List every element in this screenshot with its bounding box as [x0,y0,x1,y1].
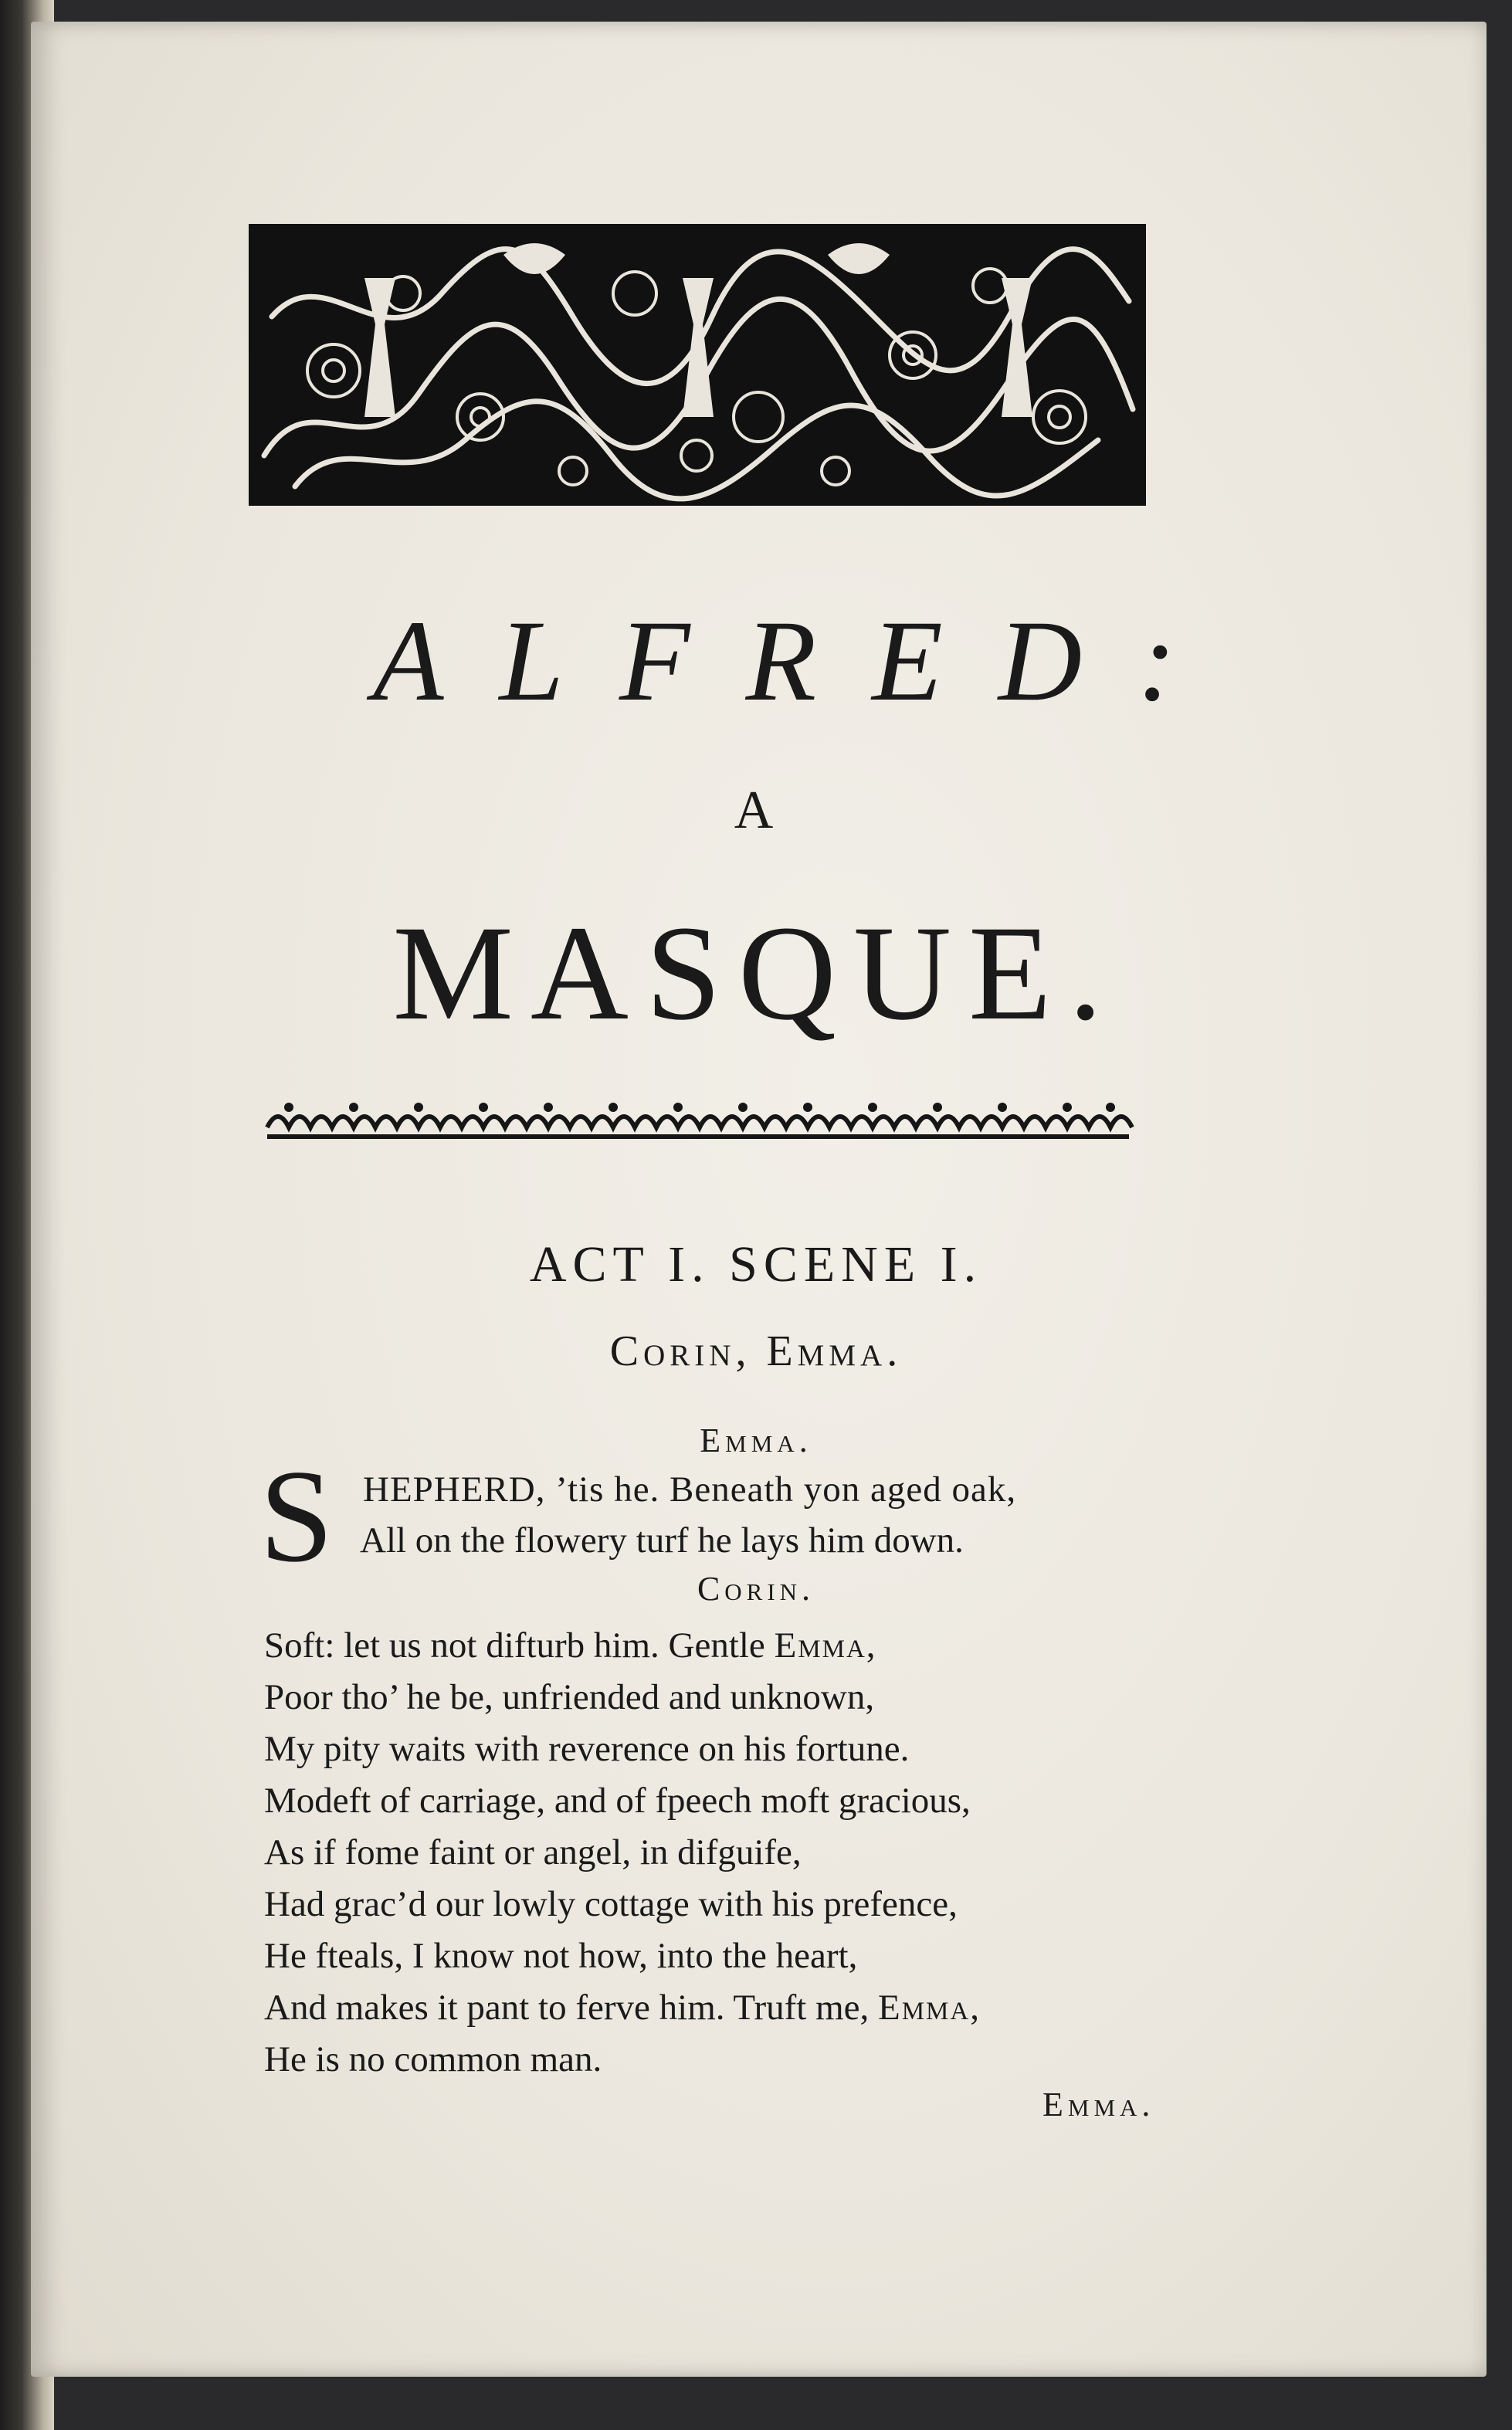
play-title: ALFRED: [372,597,1232,725]
speaker-emma: Emma. [700,1422,812,1459]
verse-line: Modeft of carriage, and of fpeech moft gracious, [264,1781,971,1821]
act-scene-heading: ACT I. SCENE I. [529,1236,983,1293]
verse-line: HEPHERD, ’tis he. Beneath yon aged oak, [363,1469,1017,1510]
verse-line: Had grac’d our lowly cottage with his prefence, [264,1884,958,1924]
verse-line: He fteals, I know not how, into the heart, [264,1936,858,1976]
verse-line: All on the flowery turf he lays him down. [360,1520,964,1561]
drop-cap: S [259,1443,334,1590]
speaker-corin: Corin. [697,1570,815,1608]
play-subtitle: MASQUE. [392,898,1120,1049]
verse-line: Poor tho’ he be, unfriended and unknown, [264,1677,875,1717]
verse-line: He is no common man. [264,2039,602,2079]
ornamental-rule [261,1096,1135,1144]
verse-line: And makes it pant to ferve him. Truft me, Emma, [264,1988,979,2028]
title-article: A [734,781,778,840]
verse-block [264,1620,979,2086]
verse-line: Soft: let us not difturb him. Gentle Emma, [264,1625,876,1666]
scene-characters: Corin, Emma. [609,1327,903,1375]
verse-line: As if fome faint or angel, in difguife, [264,1832,802,1872]
catchword: Emma. [1042,2086,1155,2123]
verse-line: My pity waits with reverence on his fortune. [264,1729,910,1769]
woodcut-headpiece-ornament [249,224,1146,506]
